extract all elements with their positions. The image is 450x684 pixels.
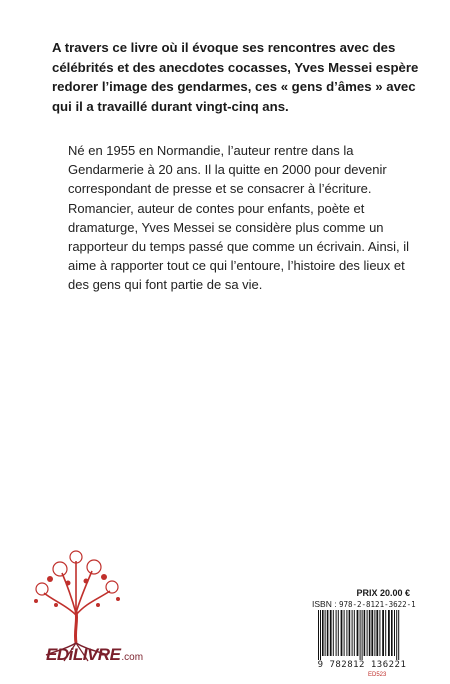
barcode-bar bbox=[394, 610, 395, 656]
barcode-bar bbox=[391, 610, 393, 656]
barcode-bar bbox=[364, 610, 366, 656]
barcode-bars bbox=[314, 610, 410, 660]
barcode-bar bbox=[327, 610, 329, 656]
barcode-bar bbox=[330, 610, 332, 656]
barcode-bar bbox=[371, 610, 373, 656]
barcode-bar bbox=[322, 610, 324, 656]
barcode-bar bbox=[349, 610, 351, 656]
wordmark-livre: LIVRE bbox=[72, 645, 121, 664]
barcode-bar bbox=[396, 610, 397, 660]
wordmark-com: .com bbox=[121, 652, 144, 663]
barcode-bar bbox=[376, 610, 378, 656]
barcode-bar bbox=[367, 610, 368, 656]
barcode-bar bbox=[360, 610, 361, 660]
barcode-bar bbox=[336, 610, 337, 656]
barcode-bar bbox=[333, 610, 334, 656]
price-label: PRIX 20.00 € bbox=[356, 588, 410, 598]
barcode-bar bbox=[382, 610, 384, 656]
reference-code: ED523 bbox=[368, 672, 387, 678]
barcode-bar bbox=[388, 610, 390, 656]
publisher-wordmark bbox=[46, 645, 143, 665]
barcode-bar bbox=[338, 610, 339, 656]
barcode-bar bbox=[341, 610, 343, 656]
barcode-bar bbox=[379, 610, 380, 656]
barcode-bar bbox=[354, 610, 355, 656]
author-bio-paragraph: Né en 1955 en Normandie, l’auteur rentre dans la Gendarmerie à 20 ans. Il la quitte en 2000 pour devenir correspondant de presse et se consacrer à l’écriture. Romancier, auteur de contes pour enfants, poète et dramaturge, Yves Messei se considère plus comme un rapporteur du temps passé que comme un écrivain. Ainsi, il aime à rapporter tout ce qui l’entoure, l’histoire des lieux et des gens qui font partie de sa vie. bbox=[68, 143, 410, 293]
isbn-number: 978-2-8121-3622-1 bbox=[338, 600, 416, 609]
isbn-label: ISBN : bbox=[312, 599, 337, 609]
barcode bbox=[314, 610, 410, 672]
barcode-bar bbox=[318, 610, 319, 660]
barcode-bar bbox=[369, 610, 371, 656]
isbn-line bbox=[312, 599, 416, 609]
barcode-bar bbox=[352, 610, 353, 656]
barcode-bar bbox=[398, 610, 399, 660]
barcode-bar bbox=[374, 610, 375, 656]
barcode-bar bbox=[320, 610, 321, 660]
barcode-bar bbox=[357, 610, 359, 656]
barcode-digits: 9 782812 136221 bbox=[317, 660, 407, 670]
wordmark-edi: EDi bbox=[46, 645, 73, 664]
barcode-bar bbox=[346, 610, 347, 656]
barcode-bar bbox=[385, 610, 386, 656]
barcode-bar bbox=[362, 610, 363, 660]
publisher-logo bbox=[16, 543, 196, 663]
barcode-bar bbox=[344, 610, 345, 656]
intro-paragraph: A travers ce livre où il évoque ses rencontres avec des célébrités et des anecdotes cocasses, Yves Messei espère redorer l’image des gendarmes, ces « gens d’âmes » avec qui il a travaillé durant vingt-cinq ans. bbox=[52, 40, 419, 114]
barcode-bar bbox=[325, 610, 326, 656]
